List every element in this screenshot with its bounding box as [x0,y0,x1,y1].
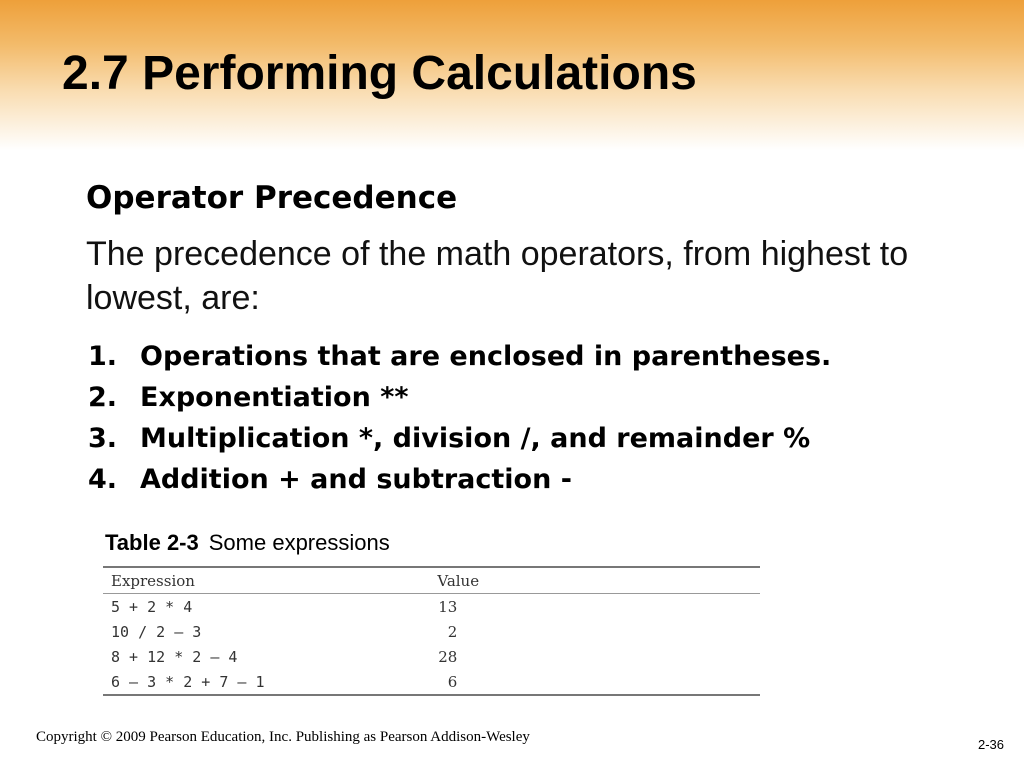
value-cell: 6 [429,669,457,695]
table-spacer-cell [457,644,760,669]
slide-title: 2.7 Performing Calculations [62,47,697,100]
list-item-text: Exponentiation ** [140,382,409,413]
table-caption-label: Table 2-3 [105,530,199,555]
table-header-row [103,567,760,594]
expression-cell: 10 / 2 — 3 [111,622,202,641]
table-spacer-cell [457,594,760,620]
value-cell: 28 [438,647,458,666]
list-item-text: Addition + and subtraction - [140,464,572,495]
expression-cell: 6 — 3 * 2 + 7 — 1 [103,669,429,695]
value-cell: 13 [438,597,458,616]
section-subheading: Operator Precedence [86,180,458,216]
list-item-text: Multiplication *, division /, and remainder % [140,423,811,454]
expression-cell: 5 + 2 * 4 [111,597,193,616]
list-item-number: 4. [88,464,118,495]
precedence-list [88,336,831,500]
expression-cell: 8 + 12 * 2 — 4 [111,647,238,666]
table-caption [105,529,390,557]
list-item-text: Operations that are enclosed in parentheses. [140,341,832,372]
list-item-number: 3. [88,423,118,454]
list-item [88,377,831,418]
list-item [88,336,831,377]
page-number: 2-36 [977,737,1004,752]
table-row [103,669,760,695]
list-item-number: 2. [88,382,118,413]
copyright-notice: Copyright © 2009 Pearson Education, Inc. Publishing as Pearson Addison-Wesley [36,729,530,745]
column-header-value: Value [429,567,760,594]
expressions-table [103,566,760,696]
column-header-expression: Expression [103,567,429,594]
list-item [88,459,831,500]
list-item [88,418,831,459]
list-item-number: 1. [88,341,118,372]
table-spacer-cell [457,619,760,644]
table-row [103,594,760,620]
value-cell: 2 [447,622,458,641]
table-spacer-cell [457,669,760,695]
table-row [103,619,760,644]
table-caption-text: Some expressions [208,530,390,555]
intro-paragraph: The precedence of the math operators, from highest to lowest, are: [86,235,909,317]
table-row [103,644,760,669]
